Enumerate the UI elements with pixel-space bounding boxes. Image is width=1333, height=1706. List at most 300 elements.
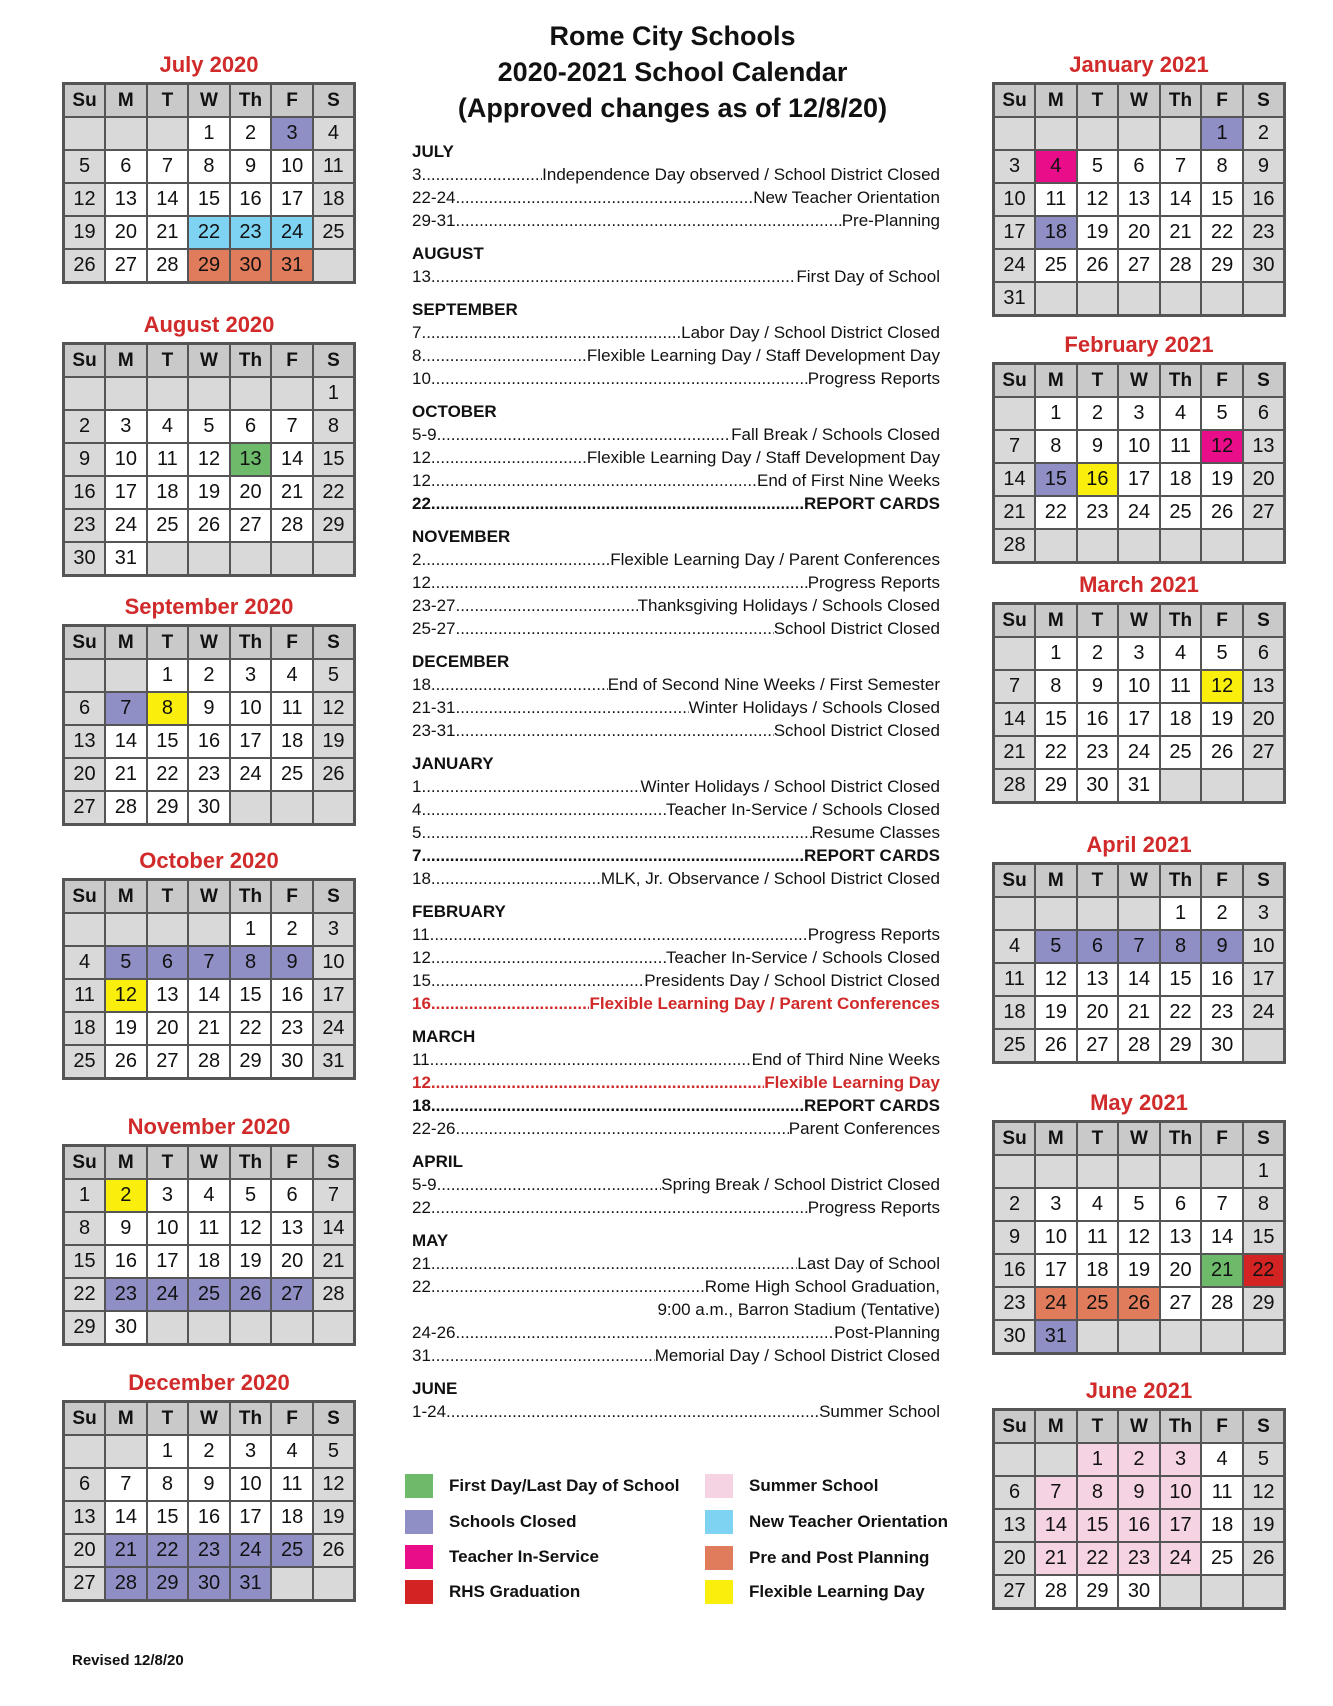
month-title: November 2020 [127,1114,291,1139]
day-cell: 30 [188,1567,230,1601]
weekday-header: S [313,344,355,378]
day-cell: 10 [313,946,355,979]
day-cell: 6 [1077,930,1119,963]
empty-cell [271,1311,313,1345]
weekday-header: M [1035,1410,1077,1444]
day-cell: 29 [230,1045,272,1079]
day-cell: 4 [1160,637,1202,670]
weekday-header: Su [64,880,106,914]
event-description: Winter Holidays / Schools Closed [688,698,940,717]
section-gap [412,232,940,242]
month-grid [62,82,356,284]
weekday-header: T [147,84,189,118]
empty-cell [994,117,1036,150]
event-row [412,1071,940,1094]
event-date: 29-31 [412,211,456,230]
event-row [412,923,940,946]
day-cell: 26 [313,758,355,791]
day-cell: 9 [105,1212,147,1245]
event-description: Flexible Learning Day / Parent Conferences [610,550,940,569]
weekday-header: Th [230,626,272,660]
day-cell: 10 [105,443,147,476]
day-cell: 1 [147,1435,189,1468]
event-date: 4 [412,800,422,819]
day-cell: 13 [1160,1221,1202,1254]
event-date: 15 [412,971,431,990]
day-cell: 24 [1118,736,1160,769]
event-row [412,1321,940,1344]
day-cell: 18 [1077,1254,1119,1287]
day-cell: 13 [64,725,106,758]
day-cell: 25 [313,216,355,249]
day-cell: 28 [147,249,189,283]
dot-leader [455,594,637,617]
month-grid [992,82,1286,317]
day-cell: 14 [994,703,1036,736]
day-cell: 26 [230,1278,272,1311]
day-cell: 14 [994,463,1036,496]
empty-cell [1243,769,1285,803]
empty-cell [1077,897,1119,930]
dot-leader [431,446,587,469]
day-cell: 16 [994,1254,1036,1287]
event-date: 18 [412,1096,431,1115]
event-date: 23-31 [412,721,456,740]
dot-leader [431,992,590,1015]
weekday-header: Th [230,1146,272,1180]
empty-cell [1118,529,1160,563]
day-cell: 10 [230,692,272,725]
event-row [412,1344,940,1367]
event-date: 21 [412,1254,431,1273]
day-cell: 23 [105,1278,147,1311]
day-cell: 13 [1243,430,1285,463]
day-cell: 22 [1243,1254,1285,1287]
empty-cell [271,542,313,576]
month-grid [62,1400,356,1602]
day-cell: 22 [1035,496,1077,529]
day-cell: 25 [271,758,313,791]
day-cell: 14 [188,979,230,1012]
weekday-header: T [147,626,189,660]
weekday-header: Th [1160,604,1202,638]
section-gap [412,390,940,400]
dot-leader [431,469,757,492]
month-calendar [992,1086,1286,1355]
weekday-header: F [1201,604,1243,638]
day-cell: 20 [105,216,147,249]
legend-label: Summer School [749,1476,879,1495]
day-cell: 9 [230,150,272,183]
day-cell: 23 [1243,216,1285,249]
weekday-header: F [1201,84,1243,118]
legend-swatch [705,1510,733,1534]
legend-item [705,1472,878,1500]
day-cell: 29 [1243,1287,1285,1320]
day-cell: 2 [188,1435,230,1468]
day-cell: 25 [271,1534,313,1567]
month-title: May 2021 [1090,1090,1188,1115]
weekday-header: W [1118,84,1160,118]
event-row [412,1117,940,1140]
event-row [412,696,940,719]
weekday-header: Th [1160,1410,1202,1444]
day-cell: 21 [1160,216,1202,249]
empty-cell [188,377,230,410]
day-cell: 9 [64,443,106,476]
day-cell: 7 [1035,1476,1077,1509]
section-gap [412,1367,940,1377]
day-cell: 31 [230,1567,272,1601]
day-cell: 7 [313,1179,355,1212]
day-cell: 23 [64,509,106,542]
day-cell: 13 [994,1509,1036,1542]
legend-item [405,1543,599,1571]
event-date: 7 [412,323,422,342]
month-calendar [62,48,356,284]
day-cell: 12 [230,1212,272,1245]
empty-cell [1201,1155,1243,1188]
empty-cell [64,1435,106,1468]
event-description: End of Third Nine Weeks [751,1050,940,1069]
day-cell: 17 [230,1501,272,1534]
weekday-header: W [188,84,230,118]
empty-cell [1201,529,1243,563]
legend-label: First Day/Last Day of School [449,1476,680,1495]
weekday-header: W [1118,604,1160,638]
weekday-header: T [1077,364,1119,398]
dot-leader [446,1400,819,1423]
event-row [412,844,940,867]
day-cell: 23 [1201,996,1243,1029]
day-cell: 3 [147,1179,189,1212]
empty-cell [994,637,1036,670]
day-cell: 4 [188,1179,230,1212]
day-cell: 10 [230,1468,272,1501]
month-title: February 2021 [1064,332,1214,357]
empty-cell [1118,282,1160,316]
event-section-heading: AUGUST [412,244,484,263]
event-date: 12 [412,448,431,467]
legend-swatch [405,1474,433,1498]
weekday-header: S [313,84,355,118]
event-date: 13 [412,267,431,286]
empty-cell [313,1567,355,1601]
event-section-heading: SEPTEMBER [412,300,518,319]
day-cell: 29 [1201,249,1243,282]
day-cell: 1 [1201,117,1243,150]
empty-cell [1035,282,1077,316]
day-cell: 3 [1243,897,1285,930]
day-cell: 14 [313,1212,355,1245]
day-cell: 31 [271,249,313,283]
dot-leader [431,265,796,288]
weekday-header: Su [64,84,106,118]
day-cell: 5 [1201,637,1243,670]
day-cell: 27 [1118,249,1160,282]
day-cell: 12 [1243,1476,1285,1509]
section-gap [412,515,940,525]
empty-cell [1160,1320,1202,1354]
day-cell: 15 [147,1501,189,1534]
event-date: 5-9 [412,425,437,444]
day-cell: 23 [1077,736,1119,769]
empty-cell [105,377,147,410]
day-cell: 14 [105,1501,147,1534]
weekday-header: F [1201,1122,1243,1156]
legend-swatch [705,1546,733,1570]
day-cell: 11 [1077,1221,1119,1254]
dot-leader [421,844,804,867]
weekday-header: Su [994,1122,1036,1156]
day-cell: 29 [1160,1029,1202,1063]
dot-leader [431,1275,705,1298]
day-cell: 8 [313,410,355,443]
weekday-header: W [188,1146,230,1180]
day-cell: 17 [1118,703,1160,736]
day-cell: 16 [1118,1509,1160,1542]
day-cell: 28 [1035,1575,1077,1609]
day-cell: 26 [105,1045,147,1079]
event-description: Last Day of School [797,1254,940,1273]
event-date: 1 [412,777,422,796]
legend-item [705,1544,929,1572]
day-cell: 11 [1160,670,1202,703]
legend-label: Teacher In-Service [449,1547,599,1566]
day-cell: 24 [1160,1542,1202,1575]
empty-cell [1035,117,1077,150]
day-cell: 20 [1118,216,1160,249]
weekday-header: F [271,84,313,118]
weekday-header: M [105,84,147,118]
dot-leader [455,1117,788,1140]
day-cell: 22 [1160,996,1202,1029]
month-calendar [62,1110,356,1346]
day-cell: 6 [64,1468,106,1501]
empty-cell [1160,117,1202,150]
dot-leader [430,923,808,946]
events-list [412,140,940,1433]
weekday-header: S [1243,84,1285,118]
weekday-header: F [1201,864,1243,898]
day-cell: 30 [1118,1575,1160,1609]
day-cell: 9 [1118,1476,1160,1509]
day-cell: 19 [1201,703,1243,736]
weekday-header: Th [1160,84,1202,118]
empty-cell [188,913,230,946]
day-cell: 15 [1035,463,1077,496]
day-cell: 14 [1201,1221,1243,1254]
day-cell: 25 [1077,1287,1119,1320]
empty-cell [1118,897,1160,930]
day-cell: 24 [271,216,313,249]
event-row [412,798,940,821]
weekday-header: S [1243,364,1285,398]
day-cell: 27 [271,1278,313,1311]
day-cell: 27 [64,1567,106,1601]
day-cell: 20 [64,1534,106,1567]
day-cell: 2 [188,659,230,692]
day-cell: 19 [64,216,106,249]
day-cell: 16 [188,1501,230,1534]
day-cell: 18 [313,183,355,216]
day-cell: 30 [105,1311,147,1345]
dot-leader [455,1321,834,1344]
day-cell: 4 [1077,1188,1119,1221]
legend-item [705,1508,948,1536]
month-calendar [62,1366,356,1602]
event-date: 22 [412,494,431,513]
weekday-header: S [1243,604,1285,638]
day-cell: 12 [1035,963,1077,996]
event-description: Progress Reports [807,369,940,388]
day-cell: 14 [1118,963,1160,996]
day-cell: 27 [1243,496,1285,529]
day-cell: 31 [1118,769,1160,803]
day-cell: 6 [147,946,189,979]
weekday-header: Su [64,1402,106,1436]
month-grid [62,624,356,826]
day-cell: 5 [230,1179,272,1212]
event-date: 22-26 [412,1119,456,1138]
weekday-header: S [313,880,355,914]
empty-cell [994,897,1036,930]
day-cell: 22 [230,1012,272,1045]
month-grid [62,1144,356,1346]
day-cell: 10 [1118,670,1160,703]
day-cell: 15 [64,1245,106,1278]
event-description: Independence Day observed / School District Closed [542,165,940,184]
event-date: 18 [412,675,431,694]
weekday-header: W [188,1402,230,1436]
day-cell: 12 [1077,183,1119,216]
empty-cell [64,659,106,692]
day-cell: 25 [1160,736,1202,769]
day-cell: 7 [994,670,1036,703]
day-cell: 26 [1201,736,1243,769]
empty-cell [271,1567,313,1601]
day-cell: 10 [1118,430,1160,463]
day-cell: 11 [271,1468,313,1501]
day-cell: 11 [188,1212,230,1245]
day-cell: 22 [147,1534,189,1567]
day-cell: 9 [271,946,313,979]
day-cell: 28 [994,529,1036,563]
day-cell: 15 [1035,703,1077,736]
day-cell: 14 [105,725,147,758]
month-title: July 2020 [159,52,259,77]
empty-cell [1077,117,1119,150]
day-cell: 16 [230,183,272,216]
event-description: End of Second Nine Weeks / First Semester [607,675,940,694]
day-cell: 24 [1118,496,1160,529]
day-cell: 20 [1243,703,1285,736]
day-cell: 17 [994,216,1036,249]
month-calendar [992,828,1286,1064]
day-cell: 8 [1201,150,1243,183]
weekday-header: T [1077,864,1119,898]
empty-cell [188,542,230,576]
dot-leader [421,321,681,344]
day-cell: 11 [147,443,189,476]
weekday-header: Th [230,880,272,914]
event-date: 16 [412,994,431,1013]
event-row [412,571,940,594]
approval-subtitle: (Approved changes as of 12/8/20) [457,93,888,123]
empty-cell [1118,1320,1160,1354]
legend-label: Flexible Learning Day [749,1582,925,1601]
event-date: 18 [412,869,431,888]
day-cell: 8 [188,150,230,183]
weekday-header: T [1077,604,1119,638]
legend-item [405,1472,680,1500]
empty-cell [147,377,189,410]
legend-item [405,1578,580,1606]
event-row [412,548,940,571]
day-cell: 9 [994,1221,1036,1254]
day-cell: 28 [105,791,147,825]
day-cell: 31 [105,542,147,576]
day-cell: 22 [147,758,189,791]
event-date: 10 [412,369,431,388]
day-cell: 23 [188,758,230,791]
day-cell: 6 [271,1179,313,1212]
event-description: Memorial Day / School District Closed [654,1346,940,1365]
empty-cell [1118,1155,1160,1188]
day-cell: 30 [1077,769,1119,803]
dot-leader [421,163,542,186]
section-gap [412,1015,940,1025]
event-description: Presidents Day / School District Closed [644,971,940,990]
empty-cell [994,1155,1036,1188]
empty-cell [1201,1575,1243,1609]
weekday-header: F [1201,364,1243,398]
day-cell: 10 [147,1212,189,1245]
day-cell: 6 [105,150,147,183]
legend-swatch [705,1580,733,1604]
day-cell: 19 [188,476,230,509]
day-cell: 18 [64,1012,106,1045]
event-date: 11 [412,925,430,944]
empty-cell [1035,529,1077,563]
day-cell: 7 [147,150,189,183]
weekday-header: F [271,626,313,660]
weekday-header: T [1077,1122,1119,1156]
day-cell: 26 [188,509,230,542]
day-cell: 25 [64,1045,106,1079]
day-cell: 23 [271,1012,313,1045]
month-calendar [62,844,356,1080]
weekday-header: Su [994,84,1036,118]
day-cell: 2 [105,1179,147,1212]
weekday-header: S [1243,1410,1285,1444]
day-cell: 4 [1160,397,1202,430]
dot-leader [431,867,601,890]
day-cell: 9 [1243,150,1285,183]
event-date: 22 [412,1277,431,1296]
event-description: First Day of School [796,267,940,286]
event-row [412,946,940,969]
dot-leader [431,1344,655,1367]
day-cell: 21 [271,476,313,509]
day-cell: 28 [313,1278,355,1311]
day-cell: 9 [188,692,230,725]
weekday-header: F [271,1402,313,1436]
section-gap [412,640,940,650]
day-cell: 3 [1118,397,1160,430]
day-cell: 12 [313,1468,355,1501]
event-date: 25-27 [412,619,456,638]
